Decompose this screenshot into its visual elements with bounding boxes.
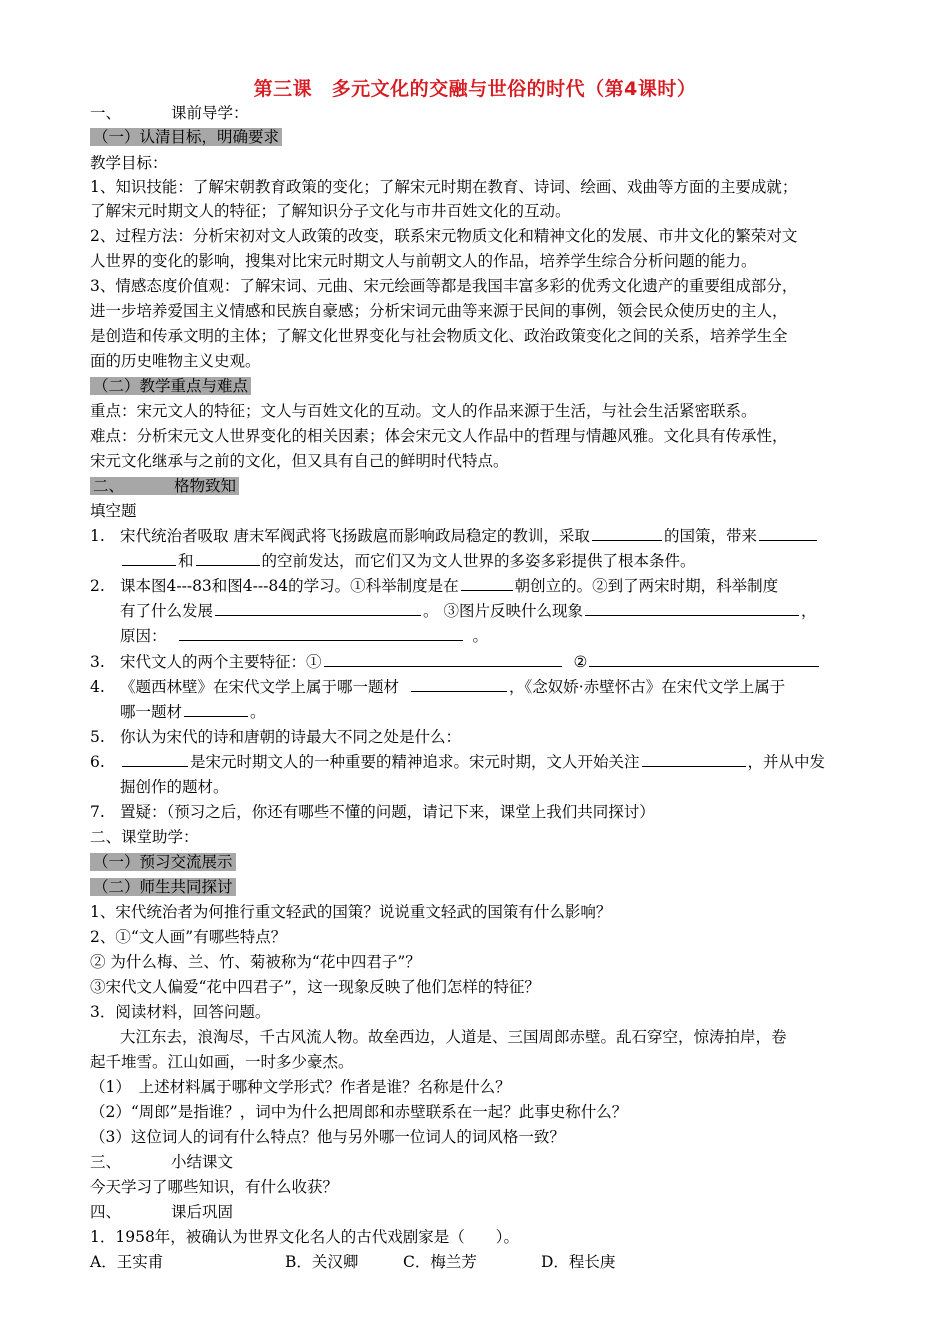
goal-1-line-a: 1、知识技能：了解宋朝教育政策的变化；了解宋元时期在教育、诗词、绘画、戏曲等方面的主要成就； (90, 178, 798, 196)
question-3 (90, 651, 821, 673)
question-text: 原因： (120, 627, 167, 645)
poem-line-a: 大江东去，浪淘尽，千古风流人物。故垒西边，人道是、三国周郎赤壁。乱石穿空，惊涛拍岸，卷 (120, 1028, 787, 1046)
difficulty-line-a: 难点：分析宋元文人世界变化的相关因素；体会宋元文人作品中的哲理与情趣风雅。文化具有传承性， (90, 427, 788, 445)
question-1-line-b (120, 550, 696, 572)
highlight-heading: （一）认清目标，明确要求 (90, 128, 282, 146)
question-number: 7. (90, 803, 105, 821)
question-number: 2. (90, 577, 105, 595)
highlight-heading: （二）教学重点与难点 (90, 377, 251, 395)
difficulty-line-b: 宋元文化继承与之前的文化，但又具有自己的鲜明时代特点。 (90, 452, 509, 470)
goal-1-line-b: 了解宋元时期文人的特征；了解知识分子文化与市井百姓文化的互动。 (90, 202, 571, 220)
subsection-preview (90, 851, 236, 873)
question-text: 有了什么发展 (120, 602, 214, 620)
question-number: 6. (90, 753, 105, 771)
question-text: 是宋元时期文人的一种重要的精神追求。宋元时期，文人开始关注 (190, 753, 640, 771)
blank[interactable] (122, 751, 188, 767)
option-a[interactable]: A．王实甫 (90, 1253, 164, 1271)
question-text: 。 ③图片反映什么现象 (423, 602, 583, 620)
question-2-line-c (120, 625, 488, 647)
section-text: 小结课文 (171, 1153, 234, 1171)
question-5 (90, 726, 461, 748)
question-6-line-a (90, 751, 825, 773)
answer-options (90, 1251, 615, 1273)
question-text: ，并从中发 (747, 753, 826, 771)
discussion-2c: ③宋代文人偏爱“花中四君子”，这一现象反映了他们怎样的特征？ (90, 978, 540, 996)
blank[interactable] (592, 525, 662, 541)
goal-3-line-a: 3、情感态度价值观：了解宋词、元曲、宋元绘画等都是我国丰富多彩的优秀文化遗产的重要组成部分， (90, 277, 798, 295)
question-number: 5. (90, 728, 105, 746)
discussion-2a: 2、①“文人画”有哪些特点？ (90, 928, 287, 946)
section-1-heading (90, 102, 249, 124)
poem-question-2: （2）“周郎”是指谁？，词中为什么把周郎和赤壁联系在一起？此事史称什么？ (90, 1103, 628, 1121)
blank[interactable] (179, 625, 463, 641)
subsection-goals (90, 126, 282, 148)
goal-3-line-c: 是创造和传承文明的主体；了解文化世界变化与社会物质文化、政治政策变化之间的关系，培养学生全 (90, 327, 788, 345)
section-3-heading: 二、课堂助学： (90, 828, 199, 846)
question-number: 3. (90, 653, 105, 671)
question-text: ② (573, 653, 588, 671)
section-number: 三、 (90, 1153, 122, 1171)
highlight-heading: （一）预习交流展示 (90, 853, 236, 871)
question-text: 朝创立的。②到了两宋时期，科举制度 (514, 577, 779, 595)
discussion-1: 1、宋代统治者为何推行重文轻武的国策？说说重文轻武的国策有什么影响？ (90, 903, 612, 921)
option-b[interactable]: B．关汉卿 (285, 1253, 359, 1271)
question-4-line-a (90, 676, 785, 698)
blank[interactable] (589, 651, 819, 667)
poem-question-1: （1） 上述材料属于哪种文学形式？作者是谁？名称是什么？ (90, 1078, 511, 1096)
section-4-heading (90, 1151, 233, 1173)
question-text: 《题西林壁》在宋代文学上属于哪一题材 (120, 678, 400, 696)
question-text: 你认为宋代的诗和唐朝的诗最大不同之处是什么： (120, 728, 462, 746)
question-text: 。 (250, 703, 266, 721)
question-text: 课本图4---83和图4---84的学习。①科举制度是在 (120, 577, 459, 595)
page-title: 第三课 多元文化的交融与世俗的时代（第4课时） (253, 78, 697, 100)
section-number: 四、 (90, 1203, 122, 1221)
summary-question: 今天学习了哪些知识，有什么收获？ (90, 1178, 339, 1196)
discussion-3: 3．阅读材料，回答问题。 (90, 1003, 271, 1021)
blank[interactable] (759, 525, 817, 541)
blank[interactable] (184, 701, 248, 717)
question-text: 的空前发达，而它们又为文人世界的多姿多彩提供了根本条件。 (261, 552, 696, 570)
goal-3-line-b: 进一步培养爱国主义情感和民族自豪感；分析宋词元曲等来源于民间的事例，领会民众使历史的主人， (90, 302, 788, 320)
blank[interactable] (196, 550, 260, 566)
question-text: 哪一题材 (120, 703, 183, 721)
question-number: 4. (90, 678, 105, 696)
blank[interactable] (122, 550, 176, 566)
key-point: 重点：宋元文人的特征；文人与百姓文化的互动。文人的作品来源于生活，与社会生活紧密联系。 (90, 402, 757, 420)
section-2-heading (90, 475, 239, 497)
highlight-heading: （二）师生共同探讨 (90, 878, 236, 896)
question-text: 的国策，带来 (663, 527, 757, 545)
question-text: ， (800, 602, 817, 620)
section-text: 课前导学： (171, 104, 249, 122)
subsection-key-points (90, 375, 251, 397)
section-5-heading (90, 1201, 233, 1223)
question-text: 宋代统治者吸取 唐末军阀武将飞扬跋扈而影响政局稳定的教训，采取 (120, 527, 590, 545)
question-text: ，《念奴娇·赤壁怀古》在宋代文学上属于 (509, 678, 786, 696)
consolidation-question-1: 1．1958年，被确认为世界文化名人的古代戏剧家是（ ）。 (90, 1228, 520, 1246)
blank[interactable] (324, 651, 562, 667)
subsection-discussion (90, 876, 236, 898)
section-text: 格物致知 (174, 477, 237, 495)
question-1-line-a (90, 525, 819, 547)
option-d[interactable]: D．程长庚 (541, 1253, 616, 1271)
question-text: 和 (178, 552, 194, 570)
blank[interactable] (215, 600, 421, 616)
fill-heading: 填空题 (90, 502, 137, 520)
blank[interactable] (585, 600, 799, 616)
question-2-line-b (120, 600, 816, 622)
question-number: 1. (90, 527, 105, 545)
question-text: 宋代文人的两个主要特征：① (120, 653, 322, 671)
goal-3-line-d: 面的历史唯物主义史观。 (90, 352, 261, 370)
question-6-line-b: 掘创作的题材。 (120, 778, 229, 796)
poem-line-b: 起千堆雪。江山如画，一时多少豪杰。 (90, 1053, 354, 1071)
question-text: 置疑：（预习之后，你还有哪些不懂的问题，请记下来，课堂上我们共同探讨） (120, 803, 655, 821)
option-c[interactable]: C．梅兰芳 (403, 1253, 477, 1271)
highlight-heading (90, 477, 239, 495)
blank[interactable] (411, 676, 507, 692)
question-4-line-b (120, 701, 266, 723)
question-2-line-a (90, 575, 778, 597)
goal-2-line-a: 2、过程方法：分析宋初对文人政策的改变，联系宋元物质文化和精神文化的发展、市井文化的繁荣对文 (90, 227, 798, 245)
section-text: 课后巩固 (171, 1203, 234, 1221)
section-number: 一、 (90, 104, 122, 122)
discussion-2b: ② 为什么梅、兰、竹、菊被称为“花中四君子”？ (90, 953, 421, 971)
section-number: 二、 (93, 477, 125, 495)
poem-question-3: （3）这位词人的词有什么特点？他与另外哪一位词人的词风格一致？ (90, 1128, 565, 1146)
goal-2-line-b: 人世界的变化的影响，搜集对比宋元时期文人与前朝文人的作品，培养学生综合分析问题的能力。 (90, 252, 757, 270)
question-7 (90, 801, 655, 823)
blank[interactable] (642, 751, 746, 767)
question-text: 。 (472, 627, 489, 645)
goals-heading: 教学目标： (90, 154, 168, 172)
blank[interactable] (461, 575, 513, 591)
